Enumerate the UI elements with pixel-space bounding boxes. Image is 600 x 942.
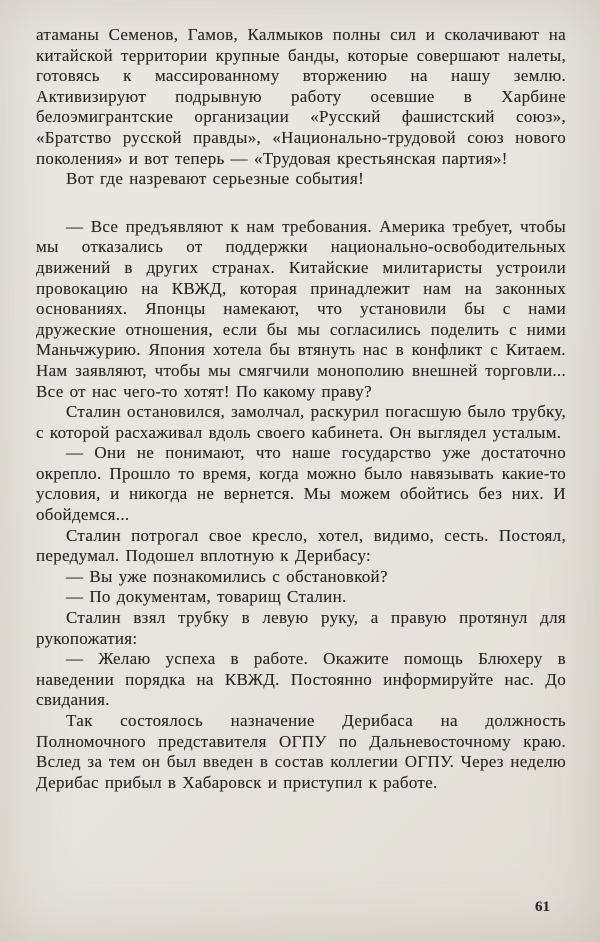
paragraph-section-start: — Все предъявляют к нам требования. Америка требует, чтобы мы отказались от поддержки национально-освободительных движений в других странах. Китайские милитаристы устроили провокацию на КВЖД, которая принадлежит нам на законных основаниях. Японцы намекают, что установили бы с нами дружеские отношения, если бы мы согласились поделить с ними Маньчжурию. Япония хотела бы втянуть нас в конфликт с Китаем. Нам заявляют, чтобы мы смягчили монополию внешней торговли... Все от нас чего-то хотят! По какому праву? — [36, 216, 566, 401]
paragraph-continuation: атаманы Семенов, Гамов, Калмыков полны сил и сколачивают на китайской территории крупные банды, которые совершают налеты, готовясь к массированному вторжению на нашу землю. Активизируют подрывную работу осевшие в Харбине белоэмигрантские организации «Русский фашистский союз», «Братство русской правды», «Национально-трудовой союз нового поколения» и вот теперь — «Трудовая крестьянская партия»! — [36, 25, 566, 168]
paragraph: — Они не понимают, что наше государство уже достаточно окрепло. Прошло то время, когда можно было навязывать какие-то условия, и никогда не вернется. Мы можем обойтись без них. И обойдемся... — [36, 443, 566, 525]
paragraph-dialogue: — По документам, товарищ Сталин. — [66, 587, 347, 607]
paragraph-dialogue: — Вы уже познакомились с обстановкой? — [66, 566, 388, 586]
paragraph: Так состоялось назначение Дерибаса на должность Полномочного представителя ОГПУ по Дальневосточному краю. Вслед за тем он был введен в состав коллегии ОГПУ. Через неделю Дерибас прибыл в Хабаровск и приступил к работе. — [36, 711, 566, 792]
paragraph: Сталин потрогал свое кресло, хотел, видимо, сесть. Постоял, передумал. Подошел вплотную к Дерибасу: — [36, 525, 566, 566]
paragraph: Вот где назревают серьезные события! — [66, 169, 365, 189]
page-number: 61 — [535, 899, 550, 915]
page-text — [36, 25, 566, 793]
paragraph: Сталин взял трубку в левую руку, а правую протянул для рукопожатия: — [36, 608, 566, 648]
paragraph: Сталин остановился, замолчал, раскурил погасшую было трубку, с которой расхаживал вдоль своего кабинета. Он выглядел усталым. — [36, 402, 566, 442]
paragraph-dialogue: — Желаю успеха в работе. Окажите помощь Блюхеру в наведении порядка на КВЖД. Постоянно информируйте нас. До свидания. — [36, 649, 566, 710]
